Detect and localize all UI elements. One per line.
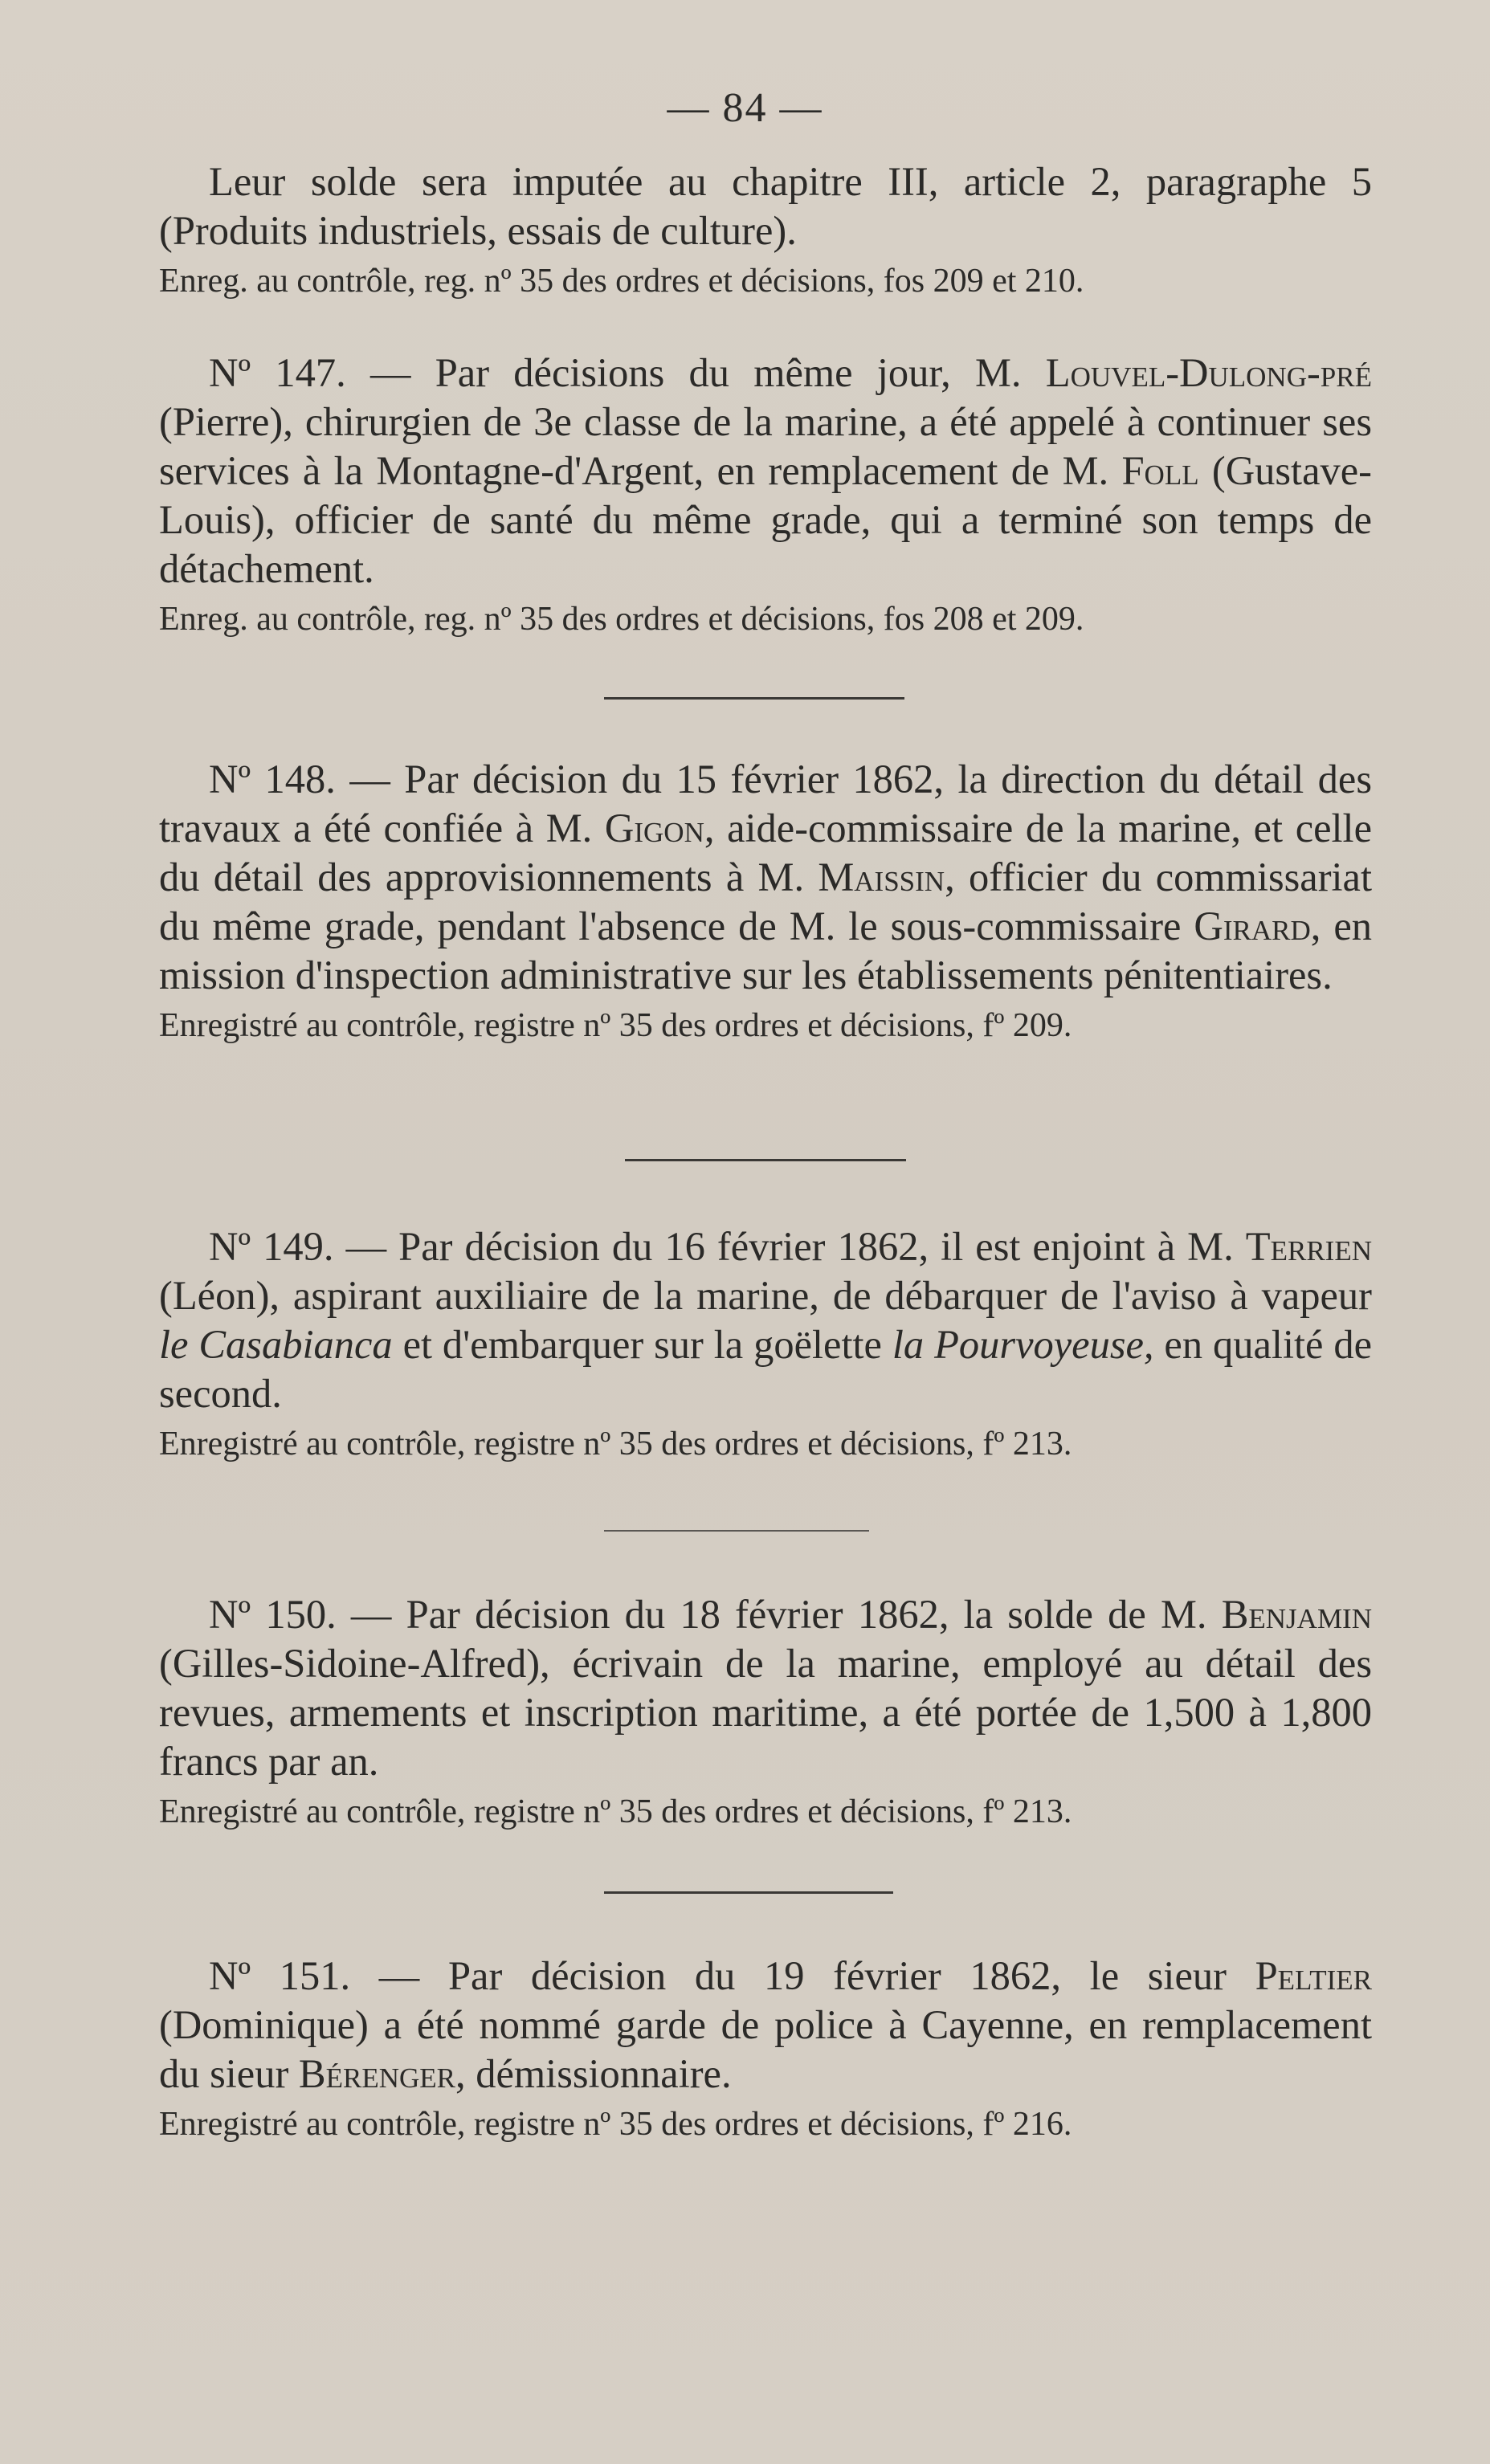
person-name: Bérenger	[298, 2051, 455, 2096]
continuation-enreg: Enreg. au contrôle, reg. nº 35 des ordres et décisions, fos 209 et 210.	[159, 263, 1084, 300]
continuation-block	[159, 157, 1372, 304]
entry-147-enreg: Enreg. au contrôle, reg. nº 35 des ordres et décisions, fos 208 et 209.	[159, 601, 1084, 638]
entry-151-text: Nº 151. — Par décision du 19 février 1862, le sieur Peltier (Dominique) a été nommé garde de police à Cayenne, en remplacement du sieur Bérenger, démissionnaire.	[159, 1953, 1372, 2096]
section-divider	[604, 1530, 869, 1532]
entry-147	[159, 349, 1372, 642]
entry-150-text: Nº 150. — Par décision du 18 février 1862, la solde de M. Benjamin (Gilles-Sidoine-Alfred), écrivain de la marine, employé au détail des revues, armements et inscription maritime, a été portée de 1,500 à 1,800 francs par an.	[159, 1592, 1372, 1784]
page-number: — 84 —	[667, 85, 823, 131]
entry-150	[159, 1590, 1372, 1834]
entry-149	[159, 1222, 1372, 1467]
person-name: Maissin	[818, 855, 945, 900]
person-name: Benjamin	[1221, 1592, 1372, 1637]
section-divider	[604, 1891, 893, 1894]
entry-150-enreg: Enregistré au contrôle, registre nº 35 des ordres et décisions, fº 213.	[159, 1793, 1072, 1830]
person-name: Peltier	[1255, 1953, 1372, 1998]
entry-number: Nº 147.	[209, 350, 346, 395]
ship-name: la Pourvoyeuse,	[892, 1322, 1154, 1367]
entry-148-enreg: Enregistré au contrôle, registre nº 35 des ordres et décisions, fº 209.	[159, 1007, 1072, 1044]
entry-number: Nº 151.	[209, 1953, 351, 1998]
entry-number: Nº 150.	[209, 1592, 337, 1637]
entry-number: Nº 148.	[209, 757, 336, 802]
entry-151	[159, 1952, 1372, 2147]
continuation-text: Leur solde sera imputée au chapitre III, article 2, paragraphe 5 (Produits industriels, essais de culture).	[159, 159, 1372, 253]
section-divider	[625, 1159, 906, 1161]
person-name: Girard	[1194, 904, 1311, 948]
entry-148	[159, 755, 1372, 1048]
entry-151-enreg: Enregistré au contrôle, registre nº 35 des ordres et décisions, fº 216.	[159, 2106, 1072, 2143]
entry-number: Nº 149.	[209, 1224, 334, 1269]
entry-147-text: Nº 147. — Par décisions du même jour, M. Louvel-Dulong-pré (Pierre), chirurgien de 3e classe de la marine, a été appelé à continuer ses services à la Montagne-d'Argent, en remplacement de M. Foll (Gustave-Louis), officier de santé du même grade, qui a terminé son temps de détachement.	[159, 350, 1372, 591]
ship-name: le Casabianca	[159, 1322, 393, 1367]
person-name: Terrien	[1245, 1224, 1372, 1269]
entry-149-text: Nº 149. — Par décision du 16 février 1862, il est enjoint à M. Terrien (Léon), aspirant auxiliaire de la marine, de débarquer de l'aviso à vapeur le Casabianca et d'embarquer sur la goëlette la Pourvoyeuse, en qualité de second.	[159, 1224, 1373, 1416]
entry-148-text: Nº 148. — Par décision du 15 février 1862, la direction du détail des travaux a été confiée à M. Gigon, aide-commissaire de la marine, et celle du détail des approvisionnements à M. Maissin, officier du commissariat du même grade, pendant l'absence de M. le sous-commissaire Girard, en mission d'inspection administrative sur les établissements pénitentiaires.	[159, 757, 1373, 997]
person-name: Foll	[1121, 448, 1199, 493]
person-name: Louvel-Dulong-pré	[1045, 350, 1372, 395]
entry-149-enreg: Enregistré au contrôle, registre nº 35 des ordres et décisions, fº 213.	[159, 1426, 1072, 1462]
section-divider	[604, 697, 904, 700]
person-name: Gigon	[604, 806, 704, 851]
